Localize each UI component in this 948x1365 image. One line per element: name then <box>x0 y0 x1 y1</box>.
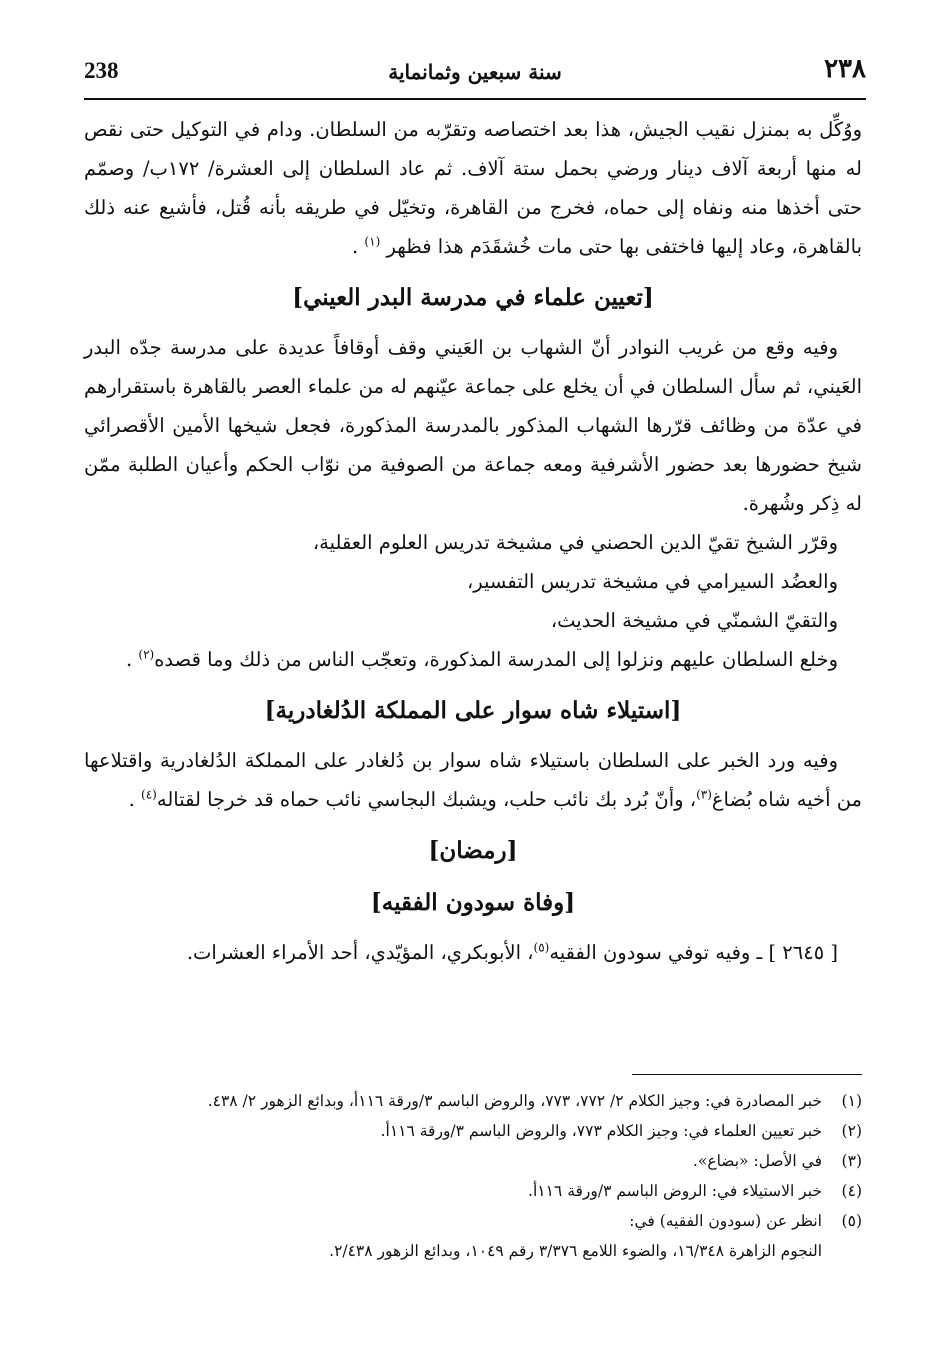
month-heading: [رمضان] <box>428 837 518 864</box>
section-paragraph: وفيه وقع من غريب النوادر أنّ الشهاب بن العَيني وقف أوقافاً عديدة على مدرسة جدّه البدر العَيني، ثم سأل السلطان في أن يخلع على جماعة عيّنهم له من علماء العصر بالقاهرة باستقرارهم في عدّة من وظائف قرّرها الشهاب المذكور بالمدرسة المذكورة، فجعل شيخها الأمين الأقصرائي شيخ حضورها بعد حضور الأشرفية ومعه جماعة من الصوفية من نوّاب الحكم وأعيان الطلبة ممّن له ذِكر وشُهرة. <box>84 336 862 515</box>
page-number-arabic: ٢٣٨ <box>824 54 866 84</box>
appointment-list <box>84 523 862 640</box>
footnote: (٤) خبر الاستيلاء في: الروض الباسم ٣/ورقة ١١٦أ. <box>528 1182 862 1200</box>
footnote: (٣) في الأصل: «بضاع». <box>692 1152 862 1170</box>
footnote: (٢) خبر تعيين العلماء في: وجيز الكلام ٧٧٣، والروض الباسم ٣/ورقة ١١٦أ. <box>380 1122 862 1140</box>
footnote-ref: (٣) <box>696 787 712 802</box>
main-text <box>84 110 862 972</box>
entry-number: [ ٢٦٤٥ ] <box>768 941 838 964</box>
entry-paragraph: [ ٢٦٤٥ ] ـ وفيه توفي سودون الفقيه$^{(٥)}$، الأبوبكري، المؤيّدي، أحد الأمراء العشرات. <box>186 940 838 964</box>
section-heading: [تعيين علماء في مدرسة البدر العيني] <box>292 284 654 311</box>
section-heading: [استيلاء شاه سوار على المملكة الدُلغادرية] <box>264 697 682 724</box>
running-title: سنة سبعين وثمانماية <box>388 60 562 84</box>
footnote-ref: (٢) <box>138 647 155 662</box>
section-paragraph: وفيه ورد الخبر على السلطان باستيلاء شاه سوار بن دُلغادر على المملكة الدُلغادرية واقتلاعها من أخيه شاه بُضاغ$^{(٣)}$، وأنّ بُرد بك نائب حلب، ويشبك البجاسي نائب حماه قد خرجا لقتاله$^{(٤)}$ . <box>84 749 862 811</box>
list-item: والتقيّ الشمنّي في مشيخة الحديث، <box>550 609 838 632</box>
intro-paragraph: ووُكِّل به بمنزل نقيب الجيش، هذا بعد اختصاصه وتقرّبه من السلطان. ودام في التوكيل حتى نقص له منها أربعة آلاف دينار ورضي بحمل ستة آلاف. ثم عاد السلطان إلى العشرة/ ١٧٢ب/ وصمّم حتى أخذها منه ونفاه إلى حماه، فخرج من القاهرة، وتخيّل في طريقه بأنه قُتل، فأشيع عنه ذلك بالقاهرة، وعاد إليها فاختفى بها حتى مات خُشقَدَم هذا فظهر $^{(١)}$ . <box>84 118 862 258</box>
footnote: (١) خبر المصادرة في: وجيز الكلام ٢/ ٧٧٢، ٧٧٣، والروض الباسم ٣/ورقة ١١٦أ، وبدائع الزهور ٢/ ٤٣٨. <box>207 1092 862 1110</box>
footnote-ref: (٥) <box>533 940 550 955</box>
footnote-continuation: النجوم الزاهرة ١٦/٣٤٨، والضوء اللامع ٣/٣٧٦ رقم ١٠٤٩، وبدائع الزهور ٢/٤٣٨. <box>329 1242 822 1260</box>
section-heading: [وفاة سودون الفقيه] <box>370 889 576 916</box>
footnote-separator <box>632 1074 862 1075</box>
page-number-latin: 238 <box>84 58 119 83</box>
page-header <box>84 48 866 100</box>
footnote: (٥) انظر عن (سودون الفقيه) في: <box>629 1212 862 1230</box>
list-item: وقرّر الشيخ تقيّ الدين الحصني في مشيخة تدريس العلوم العقلية، <box>312 531 838 554</box>
list-item: والعضُد السيرامي في مشيخة تدريس التفسير، <box>467 570 838 593</box>
footnotes <box>84 1086 862 1266</box>
section-paragraph: وخلع السلطان عليهم ونزلوا إلى المدرسة المذكورة، وتعجّب الناس من ذلك وما قصده$^{(٢)}$ . <box>125 647 838 671</box>
footnote-ref: (١) <box>364 234 381 249</box>
footnote-ref: (٤) <box>141 787 157 802</box>
